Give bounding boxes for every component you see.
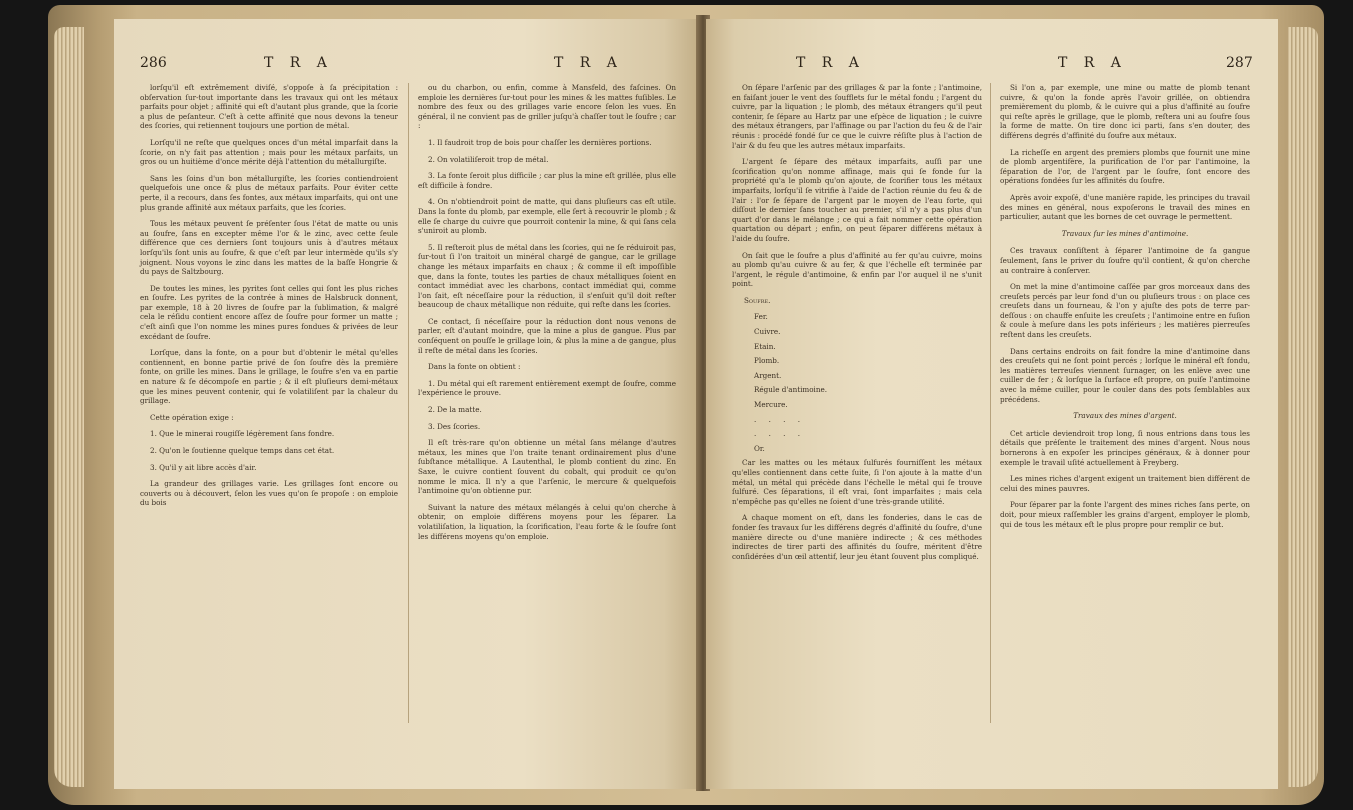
paragraph: 1. Du métal qui eſt rarement entièrement exempt de ſoufre, comme l'expérience le prouve.: [418, 378, 676, 398]
paragraph: 2. De la matte.: [428, 405, 482, 415]
right-running-head-2: T R A: [1058, 55, 1127, 71]
paragraph: 5. Il reſteroit plus de métal dans les ſcories, qui ne ſe réduiroit pas, ſur-tout ſi l'on traitoit un minéral chargé de gangue, car le grillage change les métaux imparfaits en chaux ; & comme il eſt impoſſible que, dans la fonte, toutes les parties de chaux métalliques ſoient en contact immédiat avec les charbons, contact immédiat qui, comme l'on ſait, eſt néceſſaire pour la réduction, il s'enſuit qu'il doit reſter beaucoup de chaux métallique non réduite, qui reſte dans les ſcories.: [418, 242, 676, 310]
column-rule: [990, 83, 991, 723]
paragraph: Suivant la nature des métaux mélangés à celui qu'on cherche à obtenir, on emploie différens moyens pour les ſéparer. La volatiliſation, la liquation, la ſcorification, l'eau forte & le ſoufre ſont les différens moyens qu'on emploie.: [418, 502, 676, 541]
right-column-1: [732, 83, 982, 568]
paragraph: Il eſt très-rare qu'on obtienne un métal ſans mélange d'autres métaux, les mines que l'on traite tenant ordinairement plus d'une ſubſtance métallique. A Lautenthal, le plomb contient du zinc. En Saxe, le cuivre contient ſouvent du cobalt, qui produit ce qu'on nomme le mica. Il n'y a que l'arſenic, le mercure & quelquefois l'antimoine qu'on obtienne pur.: [418, 438, 676, 496]
paragraph: lorſqu'il eſt extrêmement diviſé, s'oppoſe à ſa précipitation : obſervation ſur-tout importante dans les travaux qui ont les métaux parfaits pour objet ; affinité qui eſt d'autant plus grande, que la ſcorie a plus de peſanteur. C'eſt à cette affinité que nous devons la teneur des ſcories, qui retiennent toujours une portion de métal.: [140, 83, 398, 131]
paragraph: Tous les métaux peuvent ſe préſenter ſous l'état de matte ou unis au ſoufre, ſans en excepter même l'or & le zinc, avec cette ſeule différence que ces derniers ſont toujours unis à d'autres métaux lorſqu'ils ſont unis au ſoufre, & que c'eſt par leur intermède qu'ils s'y joignent. Nous voyons le zinc dans les mattes de la baſſe Hongrie & du pays de Saltzbourg.: [140, 219, 398, 277]
left-column-1: [140, 83, 398, 515]
paragraph: 3. Des ſcories.: [428, 421, 481, 431]
left-running-head-2: T R A: [554, 55, 623, 71]
affinity-list-item: Plomb.: [754, 356, 780, 366]
left-page-edges: [54, 27, 84, 787]
paragraph: Après avoir expoſé, d'une manière rapide, les principes du travail des mines en général, nous expoſerons le travail des mines en particulier, autant que les bornes de cet ouvrage le permettent.: [1000, 192, 1250, 222]
paragraph: La grandeur des grillages varie. Les grillages ſont encore ou couverts ou à découvert, ſelon les vues qu'on ſe propoſe : on emploie du bois: [140, 479, 398, 508]
section-title-argent: Travaux des mines d'argent.: [1073, 411, 1177, 421]
paragraph: On met la mine d'antimoine caſſée par gros morceaux dans des creuſets percés par leur fond d'un ou pluſieurs trous : on place ces creuſets dans un fourneau, & l'on y ajuſte des pots de terre par-deſſous : on chauffe enſuite les creuſets ; l'antimoine entre en fuſion & coule à meſure dans les pots inférieurs ; les matières pierreuſes reſtent dans les creuſets.: [1000, 282, 1250, 340]
affinity-list-item: Régule d'antimoine.: [754, 385, 828, 395]
paragraph: 4. On n'obtiendroit point de matte, qui dans pluſieurs cas eſt utile. Dans la fonte du plomb, par exemple, elle ſert à recouvrir le plomb ; & elle ſe charge du cuivre que pourroit contenir la mine, & qui ſans cela s'uniroit au plomb.: [418, 197, 676, 236]
paragraph: Ces travaux conſiſtent à ſéparer l'antimoine de ſa gangue ſeulement, ſans le priver du ſoufre qu'il contient, & qu'on cherche au contraire à conſerver.: [1000, 246, 1250, 275]
left-page-number: 286: [140, 55, 167, 71]
affinity-list-item: . . . .: [754, 429, 805, 439]
paragraph: La richeſſe en argent des premiers plombs que fournit une mine de plomb argentifère, la purification de l'or par l'antimoine, la ſéparation de l'or, de l'argent par le ſoufre, ſont encore des opérations fondées ſur les affinités du ſoufre.: [1000, 147, 1250, 186]
paragraph: Dans certains endroits on fait fondre la mine d'antimoine dans des creuſets qui ne ſont point percés ; lorſque le minéral eſt fondu, les matières terreuſes viennent ſurnager, on les enlève avec une cuiller de fer ; & lorſque la ſurface eſt propre, on puiſe l'antimoine avec la même cuiller, pour le couler dans des pots ſemblables aux précédens.: [1000, 346, 1250, 404]
paragraph: On ſépare l'arſenic par des grillages & par la fonte ; l'antimoine, en faiſant jouer le vent des ſoufflets ſur le métal fondu ; l'argent du cuivre, par la liquation ; le plomb, des métaux étrangers qu'il peut contenir, ſe ſépare au Hartz par une eſpèce de liquation ; le cuivre des métaux étrangers, par l'affinage ou par l'action du feu & de l'air réunis : procédé fondé ſur ce que le cuivre réſiſte plus à l'action de l'air & du feu que les autres métaux imparfaits.: [732, 83, 982, 150]
paragraph: Ce contact, ſi néceſſaire pour la réduction dont nous venons de parler, eſt d'autant moindre, que la mine a plus de gangue. Plus par conſéquent on pouſſe le grillage loin, & plus la mine a de gangue, plus il reſte de métal dans les ſcories.: [418, 316, 676, 355]
paragraph: De toutes les mines, les pyrites ſont celles qui ſont les plus riches en ſoufre. Les pyrites de la contrée à mines de Halsbruck donnent, par exemple, 18 à 20 livres de ſoufre par la ſublimation, & malgré cela le réſidu contient encore aſſez de ſoufre pour former un matte ; c'eſt ainſi que l'on nomme les mines pures fondues & privées de leur excédant de ſoufre.: [140, 283, 398, 341]
right-running-head-1: T R A: [796, 55, 865, 71]
section-title-antimoine: Travaux ſur les mines d'antimoine.: [1061, 228, 1189, 238]
soufre-heading: Soufre.: [744, 295, 771, 305]
paragraph: 2. On volatiliſeroit trop de métal.: [428, 154, 549, 164]
affinity-list-item: . . . .: [754, 414, 805, 424]
paragraph: Dans la fonte on obtient :: [428, 362, 521, 372]
right-column-2: [1000, 83, 1250, 536]
right-page-edges: [1288, 27, 1318, 787]
affinity-list-item: Cuivre.: [754, 327, 781, 337]
left-running-head: T R A: [264, 55, 333, 71]
paragraph: Si l'on a, par exemple, une mine ou matte de plomb tenant cuivre, & qu'on la fonde après l'avoir grillée, on obtiendra premièrement du plomb, & le cuivre qui a plus d'affinité au ſoufre qui reſte après le grillage, que le plomb, reſtera uni au ſoufre ſous la forme de matte. On tire donc ici parti, ſans s'en douter, des différens degrés d'affinité du ſoufre aux métaux.: [1000, 83, 1250, 140]
paragraph: On ſait que le ſoufre a plus d'affinité au fer qu'au cuivre, moins au plomb qu'au cuivre & au fer, & que l'échelle eſt terminée par l'argent, le régule d'antimoine, & enfin par l'or auquel il ne s'unit point.: [732, 250, 982, 289]
affinity-list-item: Or.: [754, 443, 765, 453]
left-page: [114, 19, 699, 789]
left-column-2: [418, 83, 676, 548]
paragraph: Lorſque, dans la fonte, on a pour but d'obtenir le métal qu'elles contiennent, en bonne partie privé de ſon ſoufre dès la première fonte, on grille les mines. Dans le grillage, le ſoufre s'en va en partie en nature & ſe décompoſe en partie ; & il eſt pluſieurs demi-métaux que les mines peuvent contenir, qui ſe volatiliſent par la chaleur du grillage.: [140, 348, 398, 406]
paragraph: Car les mattes ou les métaux ſulfurés fourniſſent les métaux qu'elles contiennent dans cette ſuite, ſi l'on ajoute à la matte d'un métal, un métal qui précède dans l'échelle le métal qui ſe trouve ſulfuré. Ces ſéparations, il eſt vrai, ſont imparfaites ; mais cela n'empêche pas qu'elles ne ſoient d'une très-grande utilité.: [732, 458, 982, 506]
open-book: [48, 5, 1324, 805]
affinity-list-item: Mercure.: [754, 400, 788, 410]
paragraph: ou du charbon, ou enfin, comme à Mansfeld, des faſcines. On emploie les dernières ſur-tout pour les mines & les mattes fuſibles. Le nombre des feux ou des grillages varie encore ſelon les vues. En général, il ne convient pas de griller juſqu'à chaſſer tout le ſoufre ; car :: [418, 83, 676, 131]
paragraph: A chaque moment on eſt, dans les fonderies, dans le cas de fonder ſes travaux ſur les différens degrés d'affinité du ſoufre, d'une manière directe ou d'une manière indirecte ; & ces méthodes indirectes de tirer parti des affinités du ſoufre, méritent d'être conſidérées d'un œil attentif, leur jeu étant ſouvent plus compliqué.: [732, 513, 982, 561]
paragraph: Les mines riches d'argent exigent un traitement bien différent de celui des mines pauvres.: [1000, 474, 1250, 493]
paragraph: Pour ſéparer par la fonte l'argent des mines riches ſans perte, on doit, pour mieux raſſembler les grains d'argent, employer le plomb, qui de tous les métaux eſt le plus propre pour remplir ce but.: [1000, 500, 1250, 529]
paragraph: Cet article deviendroit trop long, ſi nous entrions dans tous les détails que préſente le traitement des mines d'argent. Nous nous bornerons à en expoſer les principes généraux, & à donner pour exemple le travail uſité actuellement à Freyberg.: [1000, 428, 1250, 467]
paragraph: L'argent ſe ſépare des métaux imparfaits, auſſi par une ſcorification qu'on nomme affinage, mais qui ſe fonde ſur la propriété qu'a le plomb qu'on ajoute, de ſcorifier tous les métaux imparfaits, lorſqu'il ſe vitrifie à l'aide de l'action réunie du feu & de l'air : l'or ſe ſépare de l'argent par le moyen de l'eau forte, qui diſſout le dernier ſans toucher au premier, s'il n'y a pas plus d'un quart d'or dans le mélange ; ce qui a fait nommer cette opération quartation ou départ ; enfin, on peut ſéparer différens métaux à l'aide du ſoufre.: [732, 157, 982, 243]
right-page-number: 287: [1226, 55, 1253, 71]
paragraph: 1. Il faudroit trop de bois pour chaſſer les dernières portions.: [428, 137, 652, 147]
column-rule: [408, 83, 409, 723]
paragraph: 3. La fonte ſeroit plus difficile ; car plus la mine eſt grillée, plus elle eſt difficile à fondre.: [418, 171, 676, 190]
affinity-list-item: Argent.: [754, 370, 782, 380]
paragraph: Cette opération exige :: [150, 412, 234, 422]
paragraph: Sans les ſoins d'un bon métallurgiſte, les ſcories contiendroient quelquefois une once & plus de métaux parfaits. Pour éviter cette perte, il a recours, dans ſes fontes, aux métaux imparfaits, qui ont une plus grande affinité aux métaux parfaits, que les ſcories.: [140, 173, 398, 212]
paragraph: 1. Que le minerai rougiſſe légèrement ſans fondre.: [150, 429, 335, 439]
affinity-list-item: Fer.: [754, 312, 768, 322]
paragraph: 2. Qu'on le ſoutienne quelque temps dans cet état.: [150, 446, 335, 455]
affinity-list-item: Etain.: [754, 341, 776, 351]
paragraph: Lorſqu'il ne reſte que quelques onces d'un métal imparfait dans la ſcorie, on n'y fait pas attention ; mais pour les métaux parfaits, un gros ou un huitième d'once mérite déjà l'attention du métallurgiſte.: [140, 137, 398, 167]
right-page: [706, 19, 1278, 789]
paragraph: 3. Qu'il y ait libre accès d'air.: [150, 462, 257, 472]
